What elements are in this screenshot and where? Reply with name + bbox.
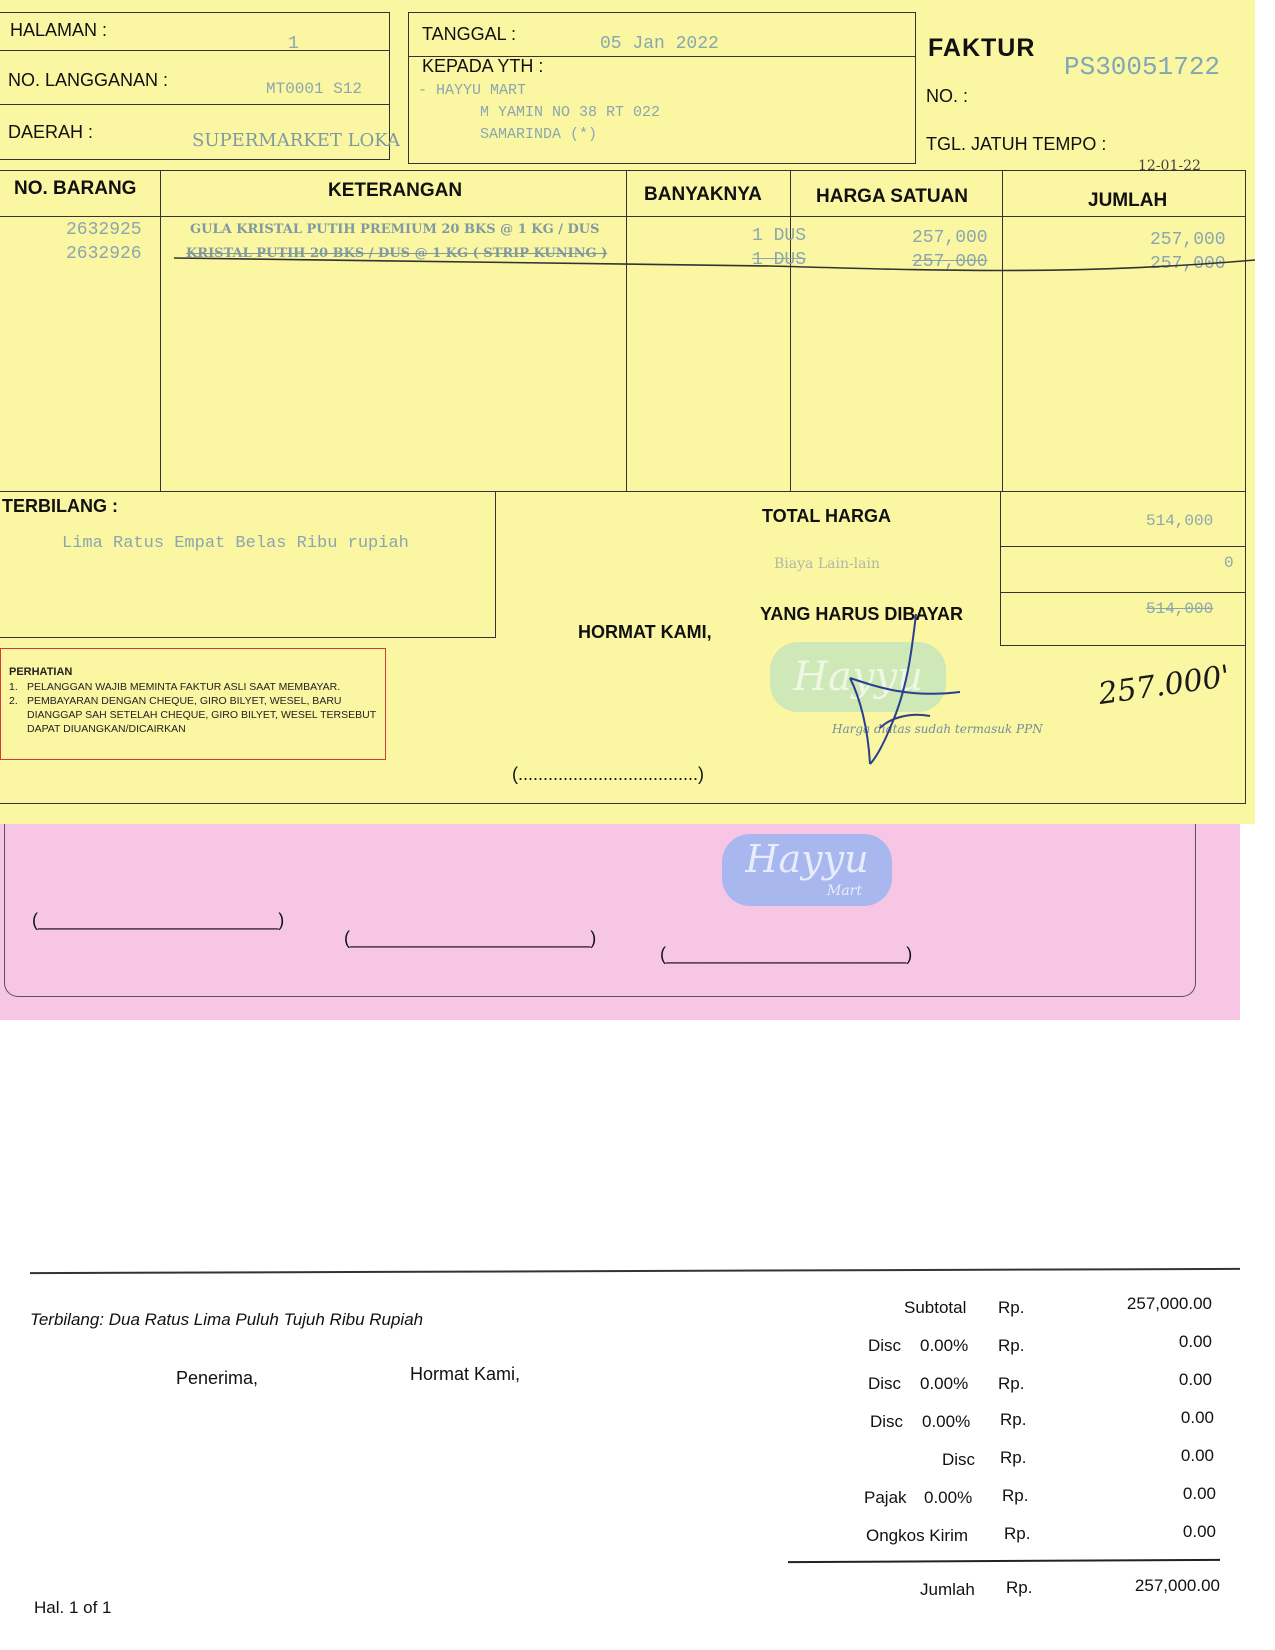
faktur-number: PS30051722 xyxy=(1064,52,1221,82)
terbilang-value: Lima Ratus Empat Belas Ribu rupiah xyxy=(62,534,409,553)
hayyu-stamp-blue: Hayyu Mart xyxy=(722,834,892,906)
receipt-line-disc1-pct: 0.00% xyxy=(920,1336,969,1355)
row1-qty: 1 DUS xyxy=(752,226,807,246)
row2-qty: 1 DUS xyxy=(752,250,807,270)
biaya-value: 0 xyxy=(1224,554,1234,572)
pink-sign-slot-1: (________________________) xyxy=(32,910,285,930)
receipt-jumlah-label: Jumlah xyxy=(920,1580,975,1599)
halaman-value: 1 xyxy=(288,34,299,54)
receipt-line-disc2-cur: Rp. xyxy=(998,1374,1025,1393)
receipt-line-pajak-label: Pajak xyxy=(864,1488,907,1507)
terbilang-label: TERBILANG : xyxy=(2,496,118,516)
receipt-penerima: Penerima, xyxy=(176,1368,259,1388)
faktur-no-label: NO. : xyxy=(926,86,969,106)
row2-price: 257,000 xyxy=(912,252,988,272)
pink-sign-slot-2: (________________________) xyxy=(344,928,597,948)
receipt-line-ongkos-cur: Rp. xyxy=(1004,1524,1031,1543)
receipt-line-disc2-pct: 0.00% xyxy=(920,1374,969,1393)
jatuh-tempo-value: 12-01-22 xyxy=(1138,158,1201,174)
receipt-line-disc4-amount: 0.00 xyxy=(1180,1446,1214,1465)
receipt-line-pajak-pct: 0.00% xyxy=(924,1488,973,1507)
row2-total: 257,000 xyxy=(1150,254,1226,274)
no-langganan-label: NO. LANGGANAN : xyxy=(8,70,169,90)
receipt-line-disc3-amount: 0.00 xyxy=(1180,1408,1214,1427)
tanggal-label: TANGGAL : xyxy=(422,24,517,44)
receipt-line-disc2-label: Disc xyxy=(868,1374,902,1393)
hayyu-stamp-green: Hayyu xyxy=(770,642,946,712)
col-jumlah: JUMLAH xyxy=(1088,190,1168,211)
ppn-note: Harga diatas sudah termasuk PPN xyxy=(832,722,1043,736)
receipt-line-disc3-cur: Rp. xyxy=(1000,1410,1027,1429)
receipt-line-disc2-amount: 0.00 xyxy=(1178,1370,1212,1389)
terbilang-box xyxy=(0,492,496,638)
kepada-line-1: - HAYYU MART xyxy=(418,82,527,99)
no-langganan-value: MT0001 S12 xyxy=(266,80,363,98)
receipt-line-disc3-pct: 0.00% xyxy=(922,1412,971,1431)
row1-total: 257,000 xyxy=(1150,230,1226,250)
tanggal-value: 05 Jan 2022 xyxy=(600,34,719,54)
row2-no: 2632926 xyxy=(66,244,142,264)
total-harga-value: 514,000 xyxy=(1146,512,1214,530)
receipt-line-ongkos-label: Ongkos Kirim xyxy=(866,1526,969,1545)
kepada-line-2: M YAMIN NO 38 RT 022 xyxy=(480,104,661,121)
yang-harus-label: YANG HARUS DIBAYAR xyxy=(760,604,964,624)
handwritten-amount: 257.000' xyxy=(1096,658,1233,713)
receipt-line-disc3-label: Disc xyxy=(870,1412,904,1431)
daerah-value: SUPERMARKET LOKA xyxy=(192,130,401,151)
perhatian-item-1: 1. PELANGGAN WAJIB MEMINTA FAKTUR ASLI SAAT MEMBAYAR. xyxy=(9,681,341,693)
jatuh-tempo-label: TGL. JATUH TEMPO : xyxy=(926,134,1107,154)
row1-desc: GULA KRISTAL PUTIH PREMIUM 20 BKS @ 1 KG / DUS xyxy=(190,222,600,237)
hormat-kami-label: HORMAT KAMI, xyxy=(578,622,712,642)
halaman-label: HALAMAN : xyxy=(10,20,108,40)
total-harga-label: TOTAL HARGA xyxy=(762,506,891,526)
daerah-label: DAERAH : xyxy=(8,122,94,142)
receipt-line-pajak-cur: Rp. xyxy=(1002,1486,1029,1505)
biaya-label: Biaya Lain-lain xyxy=(774,556,881,572)
receipt-line-pajak-amount: 0.00 xyxy=(1182,1484,1216,1503)
receipt-jumlah-value: 257,000.00 xyxy=(1134,1576,1220,1595)
row1-price: 257,000 xyxy=(912,228,988,248)
signature-mark xyxy=(820,608,980,768)
receipt-line-disc1-cur: Rp. xyxy=(998,1336,1025,1355)
receipt-line-disc4-cur: Rp. xyxy=(1000,1448,1027,1467)
strike-through-mark xyxy=(170,248,1260,278)
hormat-signature-line: (....................................) xyxy=(512,764,705,784)
faktur-title: FAKTUR xyxy=(928,34,1036,62)
pink-sign-slot-3: (________________________) xyxy=(660,944,913,964)
col-keterangan: KETERANGAN xyxy=(328,180,463,201)
receipt-line-disc1-label: Disc xyxy=(868,1336,902,1355)
receipt-line-disc1-amount: 0.00 xyxy=(1178,1332,1212,1351)
yang-harus-value: 514,000 xyxy=(1146,600,1214,618)
kepada-line-3: SAMARINDA (*) xyxy=(480,126,598,143)
receipt-total-rule xyxy=(788,1559,1220,1563)
receipt-hormat: Hormat Kami, xyxy=(410,1364,521,1384)
receipt-terbilang: Terbilang: Dua Ratus Lima Puluh Tujuh Ribu Rupiah xyxy=(30,1310,424,1329)
col-harga-satuan: HARGA SATUAN xyxy=(816,186,968,207)
row1-no: 2632925 xyxy=(66,220,142,240)
receipt-page-number: Hal. 1 of 1 xyxy=(34,1598,112,1617)
receipt-line-disc4-label: Disc xyxy=(942,1450,976,1469)
receipt-line-subtotal-amount: 257,000.00 xyxy=(1126,1294,1212,1313)
perhatian-note xyxy=(0,648,386,760)
kepada-label: KEPADA YTH : xyxy=(422,56,544,76)
perhatian-item-2: 2. PEMBAYARAN DENGAN CHEQUE, GIRO BILYET, WESEL, BARU DIANGGAP SAH SETELAH CHEQUE, GIRO BILYET, WESEL TERSEBUT DAPAT DIUANGKAN/DICAIRKAN xyxy=(9,695,376,735)
receipt-line-subtotal-cur: Rp. xyxy=(998,1298,1025,1317)
col-banyaknya: BANYAKNYA xyxy=(644,184,762,205)
row2-desc: KRISTAL PUTIH 20 BKS / DUS @ 1 KG ( STRIP KUNING ) xyxy=(186,246,608,261)
col-no-barang: NO. BARANG xyxy=(14,178,137,199)
receipt-jumlah-cur: Rp. xyxy=(1006,1578,1033,1597)
receipt-line-ongkos-amount: 0.00 xyxy=(1182,1522,1216,1541)
receipt-top-rule xyxy=(30,1268,1240,1274)
perhatian-title: PERHATIAN xyxy=(9,666,73,678)
items-table xyxy=(0,170,1246,492)
receipt-line-subtotal-label: Subtotal xyxy=(904,1298,967,1317)
